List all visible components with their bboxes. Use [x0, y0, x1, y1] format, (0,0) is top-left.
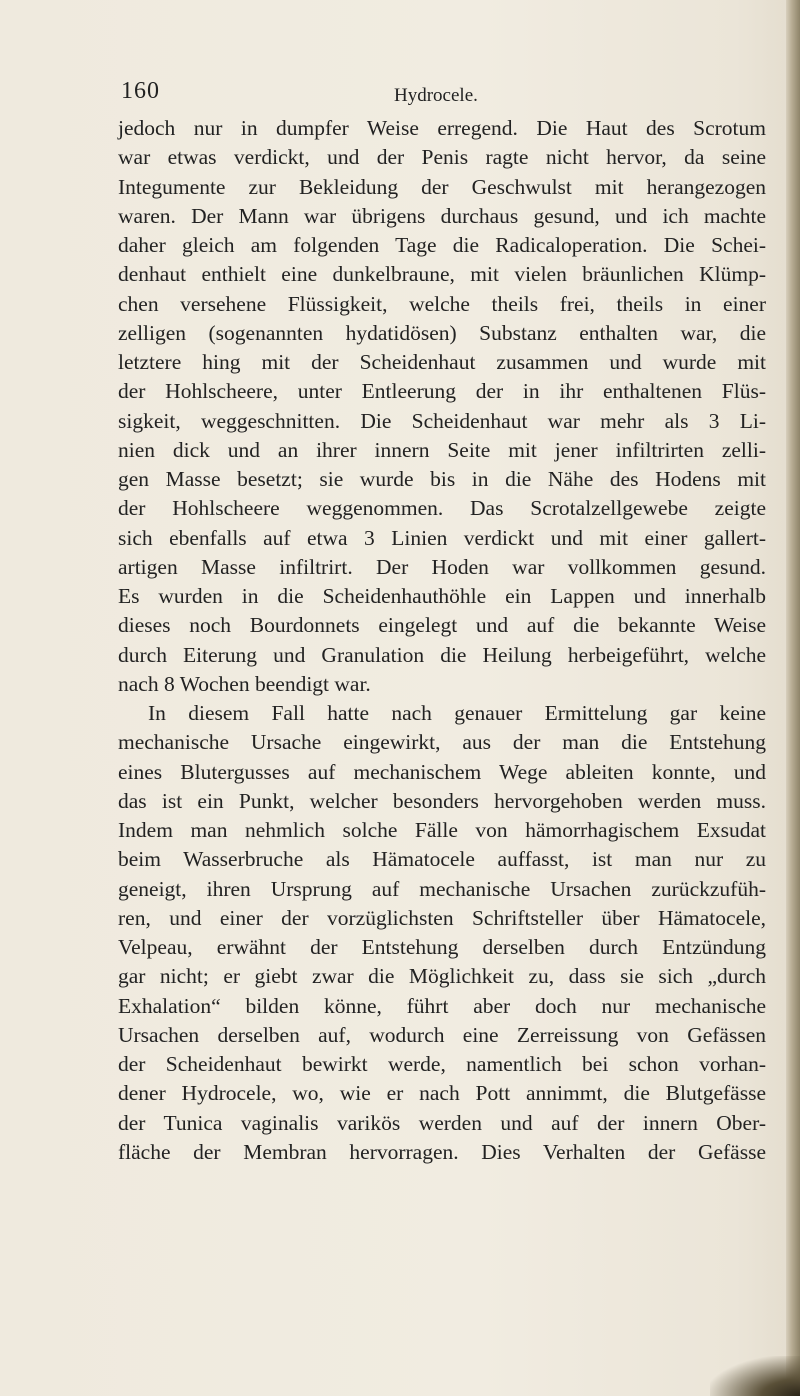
text-line: waren. Der Mann war übrigens durchaus gesund, und ich machte: [118, 203, 766, 228]
running-head: Hydrocele.: [394, 85, 478, 106]
text-line: durch Eiterung und Granulation die Heilung herbeigeführt, welche: [118, 642, 766, 667]
text-line: war etwas verdickt, und der Penis ragte nicht hervor, da seine: [118, 145, 766, 170]
page-edge-shadow: [786, 0, 800, 1396]
paragraph-start-line: In diesem Fall hatte nach genauer Ermittelung gar keine: [148, 701, 766, 725]
text-line: jedoch nur in dumpfer Weise erregend. Die Haut des Scrotum: [118, 116, 766, 140]
text-line: der Scheidenhaut bewirkt werde, namentlich bei schon vorhan-: [118, 1052, 766, 1076]
text-line: dieses noch Bourdonnets eingelegt und auf die bekannte Weise: [118, 613, 766, 638]
text-line: gar nicht; er giebt zwar die Möglichkeit zu, dass sie sich „durch: [118, 964, 766, 989]
text-line: das ist ein Punkt, welcher besonders hervorgehoben werden muss.: [118, 788, 766, 813]
text-line: sigkeit, weggeschnitten. Die Scheidenhaut war mehr als 3 Li-: [118, 408, 766, 433]
text-line: geneigt, ihren Ursprung auf mechanische Ursachen zurückzufüh-: [118, 876, 766, 901]
text-line: fläche der Membran hervorragen. Dies Verhalten der Gefässe: [118, 1139, 766, 1164]
text-line: beim Wasserbruche als Hämatocele auffasst, ist man nur zu: [118, 847, 766, 872]
text-line: mechanische Ursache eingewirkt, aus der man die Entstehung: [118, 730, 766, 755]
text-line: Es wurden in die Scheidenhauthöhle ein Lappen und innerhalb: [118, 584, 766, 608]
text-line: zelligen (sogenannten hydatidösen) Substanz enthalten war, die: [118, 320, 766, 345]
text-line: ren, und einer der vorzüglichsten Schriftsteller über Hämatocele,: [118, 905, 766, 930]
text-line: der Hohlscheere weggenommen. Das Scrotalzellgewebe zeigte: [118, 496, 766, 521]
body-text: [118, 114, 766, 1167]
text-line: Integumente zur Bekleidung der Geschwulst mit herangezogen: [118, 174, 766, 199]
text-line: Velpeau, erwähnt der Entstehung derselben durch Entzündung: [118, 935, 766, 959]
page-corner-shadow: [710, 1356, 800, 1396]
text-line: Exhalation“ bilden könne, führt aber doch nur mechanische: [118, 993, 766, 1018]
text-line: der Tunica vaginalis varikös werden und auf der innern Ober-: [118, 1110, 766, 1135]
text-line: Indem man nehmlich solche Fälle von hämorrhagischem Exsudat: [118, 818, 766, 842]
text-line: letztere hing mit der Scheidenhaut zusammen und wurde mit: [118, 350, 766, 374]
text-line: Ursachen derselben auf, wodurch eine Zerreissung von Gefässen: [118, 1022, 766, 1047]
text-line: denhaut enthielt eine dunkelbraune, mit vielen bräunlichen Klümp-: [118, 262, 766, 287]
text-line: gen Masse besetzt; sie wurde bis in die Nähe des Hodens mit: [118, 467, 766, 491]
page-number: 160: [121, 78, 160, 104]
text-line: chen versehene Flüssigkeit, welche theils frei, theils in einer: [118, 291, 766, 316]
paragraph-end-line: nach 8 Wochen beendigt war.: [118, 671, 371, 696]
text-line: eines Blutergusses auf mechanischem Wege ableiten konnte, und: [118, 759, 766, 784]
text-line: artigen Masse infiltrirt. Der Hoden war vollkommen gesund.: [118, 554, 766, 579]
text-line: der Hohlscheere, unter Entleerung der in ihr enthaltenen Flüs-: [118, 379, 766, 404]
text-line: sich ebenfalls auf etwa 3 Linien verdickt und mit einer gallert-: [118, 525, 766, 550]
text-line: nien dick und an ihrer innern Seite mit jener infiltrirten zelli-: [118, 437, 766, 462]
text-line: dener Hydrocele, wo, wie er nach Pott annimmt, die Blutgefässe: [118, 1081, 766, 1106]
text-line: daher gleich am folgenden Tage die Radicaloperation. Die Schei-: [118, 233, 766, 257]
